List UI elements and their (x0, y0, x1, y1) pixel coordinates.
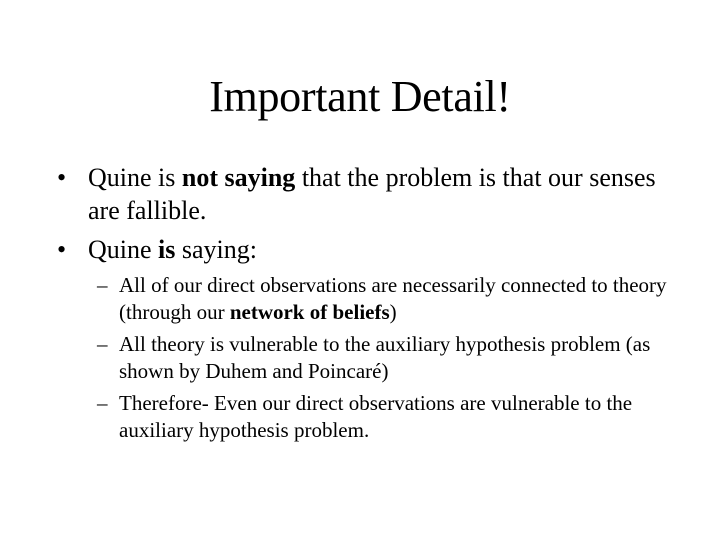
bullet-item-1 (57, 161, 667, 227)
slide-title: Important Detail! (209, 72, 511, 121)
sub-bullet-text (119, 273, 667, 324)
bullet-text-part: saying: (175, 235, 257, 264)
sub-bullet-item-3 (57, 390, 667, 444)
sub-bullet-list (57, 272, 667, 444)
slide-body (57, 161, 667, 449)
sub-bullet-text: Therefore- Even our direct observations are vulnerable to the auxiliary hypothesis problem. (119, 391, 633, 442)
sub-bullet-item-2 (57, 331, 667, 385)
bullet-text-part: that the problem is that our senses are fallible. (88, 163, 656, 225)
bold-phrase: not saying (181, 163, 296, 192)
sub-bullet-text-part: All of our direct observations are necessarily connected to theory (through our (119, 273, 667, 324)
bullet-marker: • (57, 235, 67, 264)
sub-bullet-marker: – (97, 332, 108, 356)
bullet-text (88, 235, 257, 264)
sub-bullet-text: All theory is vulnerable to the auxiliary hypothesis problem (as shown by Duhem and Poincaré) (119, 332, 651, 383)
bullet-text-part: Quine is (88, 163, 182, 192)
bullet-text-part: Quine (88, 235, 159, 264)
bullet-text (88, 163, 656, 225)
bold-phrase: network of beliefs (229, 300, 390, 324)
bold-phrase: is (158, 235, 176, 264)
bullet-marker: • (57, 163, 67, 192)
sub-bullet-item-1 (57, 272, 667, 326)
bullet-item-2 (57, 233, 667, 266)
sub-bullet-text-part: ) (389, 300, 397, 324)
sub-bullet-marker: – (97, 391, 108, 415)
sub-bullet-marker: – (97, 273, 108, 297)
